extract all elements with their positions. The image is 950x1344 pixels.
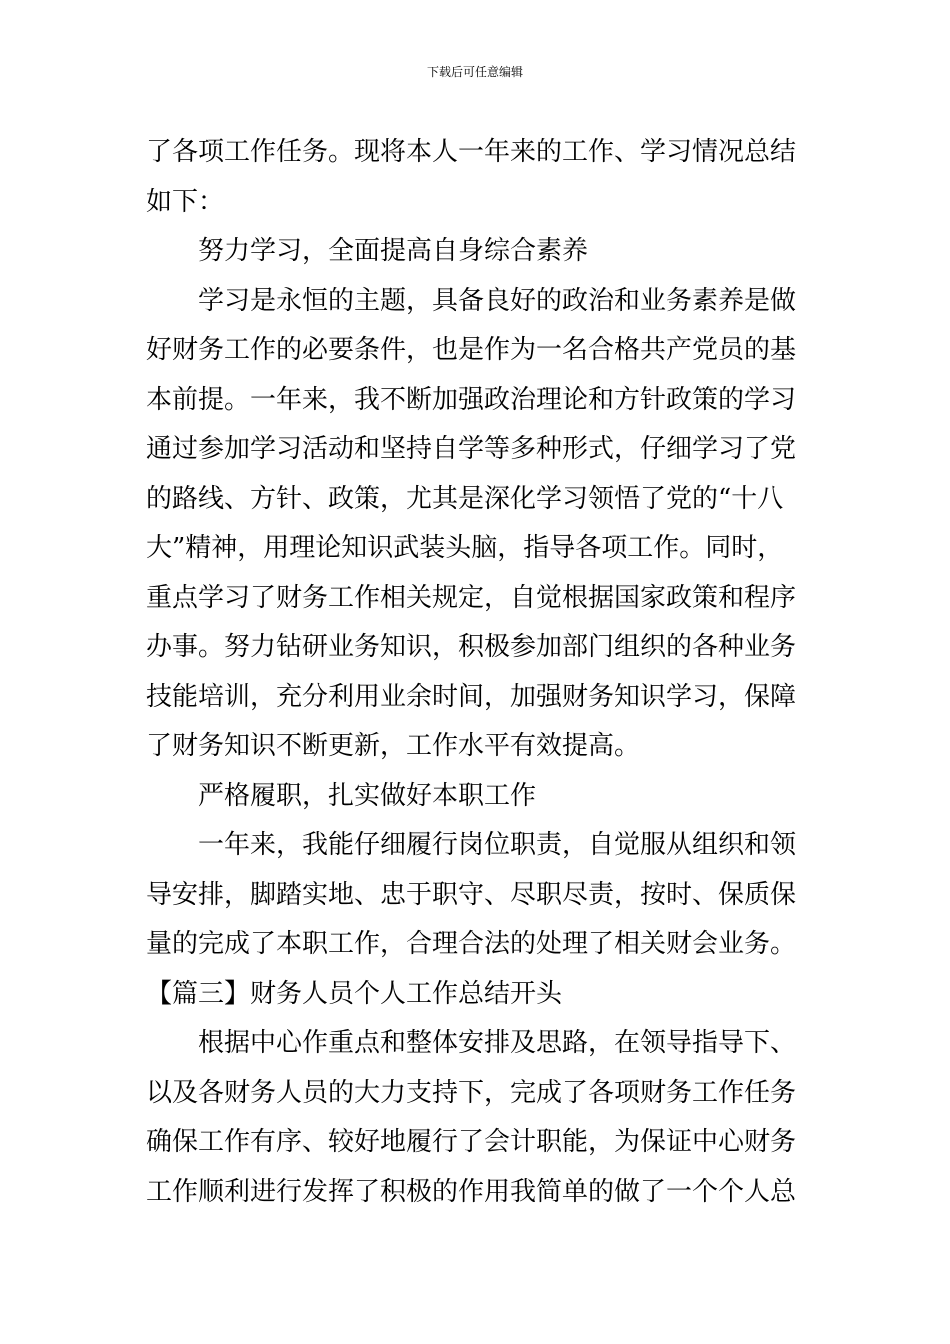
document-body <box>146 128 808 1217</box>
text-line: 通过参加学习活动和坚持自学等多种形式，仔细学习了党 <box>146 434 797 464</box>
section-heading: 严格履职，扎实做好本职工作 <box>198 780 537 811</box>
text-line: 工作顺利进行发挥了积极的作用我简单的做了一个个人总 <box>146 1176 797 1207</box>
text-line: 确保工作有序、较好地履行了会计职能，为保证中心财务 <box>146 1127 797 1157</box>
text-line: 学习是永恒的主题，具备良好的政治和业务素养是做 <box>198 285 797 316</box>
text-line: 大”精神，用理论知识武装头脑，指导各项工作。同时， <box>146 533 784 563</box>
text-line: 以及各财务人员的大力支持下，完成了各项财务工作任务 <box>146 1077 797 1108</box>
text-line: 的路线、方针、政策，尤其是深化学习领悟了党的“十八 <box>146 483 784 514</box>
text-line: 重点学习了财务工作相关规定，自觉根据国家政策和程序 <box>146 582 797 613</box>
text-line: 如下： <box>146 186 225 217</box>
section-heading: 努力学习，全面提高自身综合素养 <box>198 236 589 266</box>
text-line: 了各项工作任务。现将本人一年来的工作、学习情况总结 <box>146 137 797 167</box>
text-line: 办事。努力钻研业务知识，积极参加部门组织的各种业务 <box>146 632 797 662</box>
text-line: 导安排，脚踏实地、忠于职守、尽职尽责，按时、保质保 <box>146 879 797 910</box>
text-line: 量的完成了本职工作，合理合法的处理了相关财会业务。 <box>146 929 797 959</box>
text-line: 一年来，我能仔细履行岗位职责，自觉服从组织和领 <box>198 830 797 860</box>
text-line: 好财务工作的必要条件，也是作为一名合格共产党员的基 <box>146 335 797 365</box>
text-line: 本前提。一年来，我不断加强政治理论和方针政策的学习 <box>146 384 797 415</box>
text-line: 技能培训，充分利用业余时间，加强财务知识学习，保障 <box>146 681 797 712</box>
text-line: 根据中心作重点和整体安排及思路，在领导指导下、 <box>198 1028 797 1058</box>
chapter-title: 【篇三】财务人员个人工作总结开头 <box>146 978 563 1009</box>
text-line: 了财务知识不断更新，工作水平有效提高。 <box>146 731 641 761</box>
page-header: 下载后可任意编辑 <box>426 65 523 79</box>
